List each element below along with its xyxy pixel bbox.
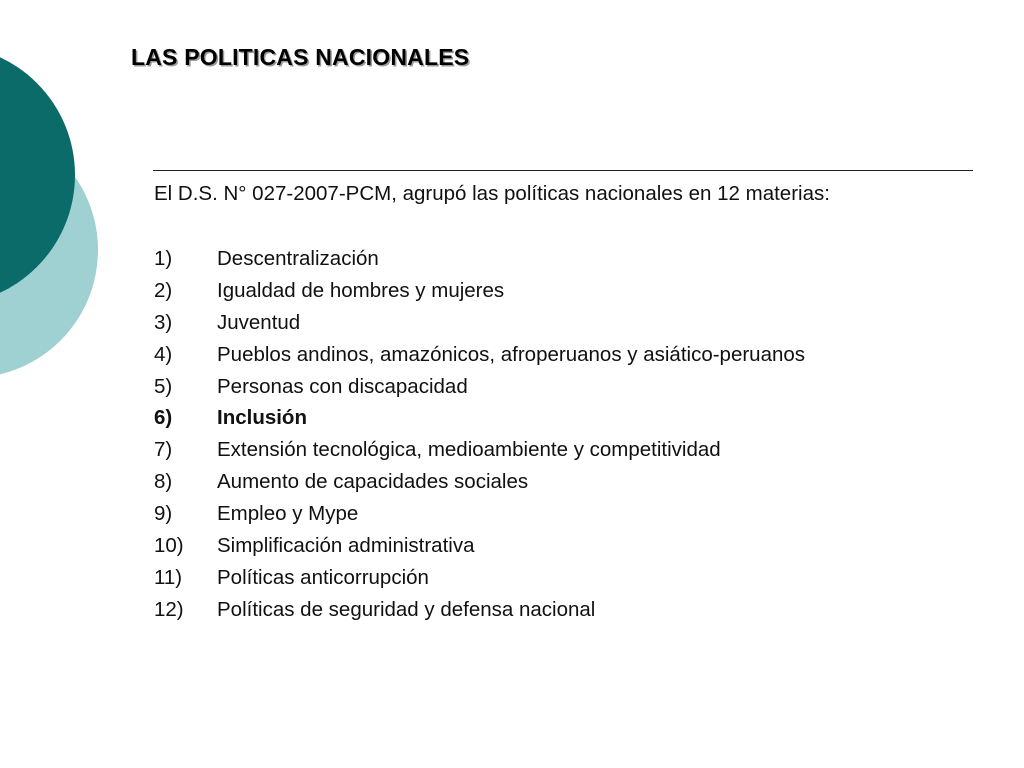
list-item [154,532,805,564]
list-item-text: Extensión tecnológica, medioambiente y competitividad [217,438,721,462]
list-item-number: 4) [154,342,173,366]
list-item-number: 1) [154,247,173,270]
list-item [154,596,805,628]
list-item-text: Políticas anticorrupción [217,565,429,589]
list-item-number: 10) [154,534,184,558]
list-item-number: 12) [154,597,184,621]
list-item [154,341,805,373]
list-item-text: Inclusión [217,406,307,430]
list-item [154,277,805,309]
list-item [154,500,805,532]
list-item-number: 5) [154,374,173,398]
list-item-number: 3) [154,310,173,334]
list-item-number: 6) [154,406,173,430]
list-item-number: 9) [154,502,173,526]
list-item-text: Personas con discapacidad [217,374,468,398]
list-item [154,245,805,277]
intro-text: El D.S. N° 027-2007-PCM, agrupó las políticas nacionales en 12 materias: [154,182,830,205]
list-item-text: Pueblos andinos, amazónicos, afroperuanos y asiático-peruanos [217,342,806,366]
divider-line [153,170,973,171]
list-item-number: 11) [154,565,183,589]
list-item-text: Descentralización [217,247,379,270]
list-item-number: 8) [154,470,173,494]
list-item [154,468,805,500]
list-item [154,436,805,468]
list-item-text: Igualdad de hombres y mujeres [217,278,505,302]
list-item-text: Políticas de seguridad y defensa nacional [217,597,596,621]
list-item [154,373,805,405]
decorative-circles [0,0,120,420]
list-item-number: 2) [154,278,173,302]
list-item-text: Empleo y Mype [217,502,359,526]
list-item [154,564,805,596]
list-item-text: Simplificación administrativa [217,534,475,558]
policy-list [154,245,805,628]
list-item-number: 7) [154,438,173,462]
slide-title: LAS POLITICAS NACIONALES [131,44,470,70]
list-item-highlighted [154,404,805,436]
list-item-text: Juventud [217,310,301,334]
list-item [154,309,805,341]
list-item-text: Aumento de capacidades sociales [217,470,529,494]
